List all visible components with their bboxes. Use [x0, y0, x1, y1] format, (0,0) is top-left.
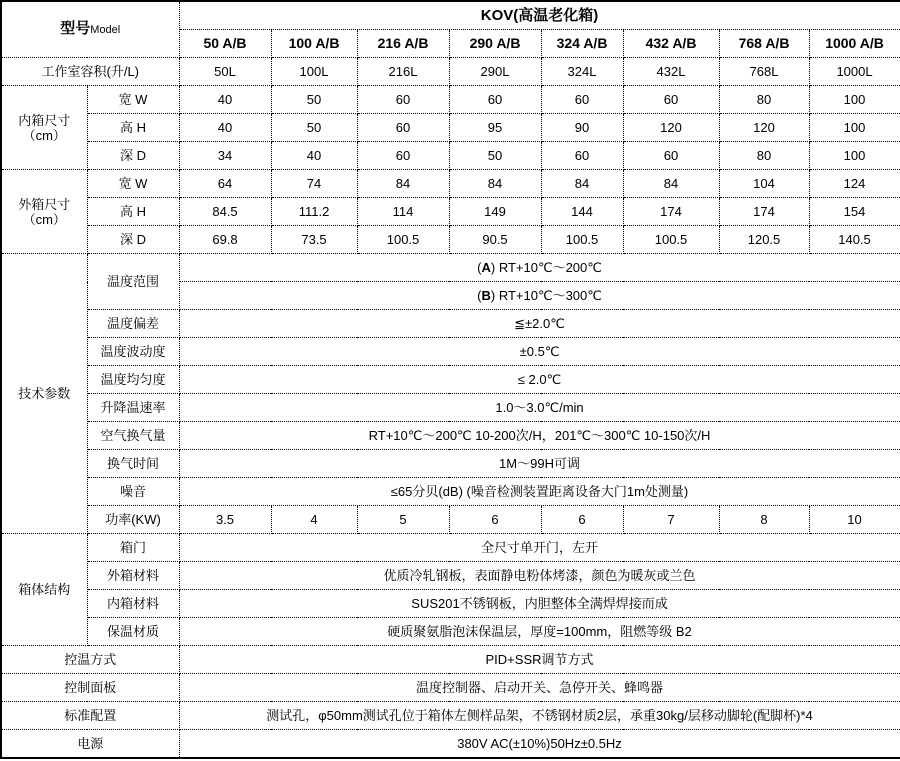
value-cell: 84.5 — [179, 198, 271, 226]
model-label-cn: 型号 — [60, 20, 91, 37]
misc-row — [1, 646, 900, 674]
tech-row — [1, 366, 900, 394]
value-cell: 90 — [541, 114, 623, 142]
value-cell: 144 — [541, 198, 623, 226]
value-cell: ≦±2.0℃ — [179, 310, 900, 338]
value-cell: 60 — [357, 114, 449, 142]
value-cell: 60 — [541, 86, 623, 114]
row-label: 电源 — [1, 730, 179, 759]
capacity-label: 工作室容积(升/L) — [1, 58, 179, 86]
row-label: 控制面板 — [1, 674, 179, 702]
row-label: 外箱材料 — [87, 562, 179, 590]
value-cell: 6 — [449, 506, 541, 534]
outer-height-row — [1, 198, 900, 226]
tech-row — [1, 450, 900, 478]
model-cell: 432 A/B — [623, 30, 719, 58]
value-cell: 全尺寸单开门，左开 — [179, 534, 900, 562]
row-label: 温度波动度 — [87, 338, 179, 366]
value-cell: 73.5 — [271, 226, 357, 254]
row-label: 箱门 — [87, 534, 179, 562]
capacity-value: 216L — [357, 58, 449, 86]
inner-size-label: 内箱尺寸 （cm） — [1, 86, 87, 170]
misc-row — [1, 674, 900, 702]
tech-row — [1, 394, 900, 422]
capacity-value: 324L — [541, 58, 623, 86]
outer-width-row — [1, 170, 900, 198]
row-label: 升降温速率 — [87, 394, 179, 422]
value-cell: ±0.5℃ — [179, 338, 900, 366]
value-cell: 1M～99H可调 — [179, 450, 900, 478]
row-label: 高 H — [87, 198, 179, 226]
tech-row — [1, 422, 900, 450]
capacity-value: 50L — [179, 58, 271, 86]
value-cell: 95 — [449, 114, 541, 142]
temp-range-a: (A) RT+10℃～200℃ — [179, 254, 900, 282]
model-cell: 324 A/B — [541, 30, 623, 58]
row-label: 宽 W — [87, 86, 179, 114]
value-cell: 10 — [809, 506, 900, 534]
structure-row — [1, 618, 900, 646]
value-cell: 120 — [623, 114, 719, 142]
tech-row — [1, 478, 900, 506]
model-cell: 1000 A/B — [809, 30, 900, 58]
inner-height-row — [1, 114, 900, 142]
value-cell: 69.8 — [179, 226, 271, 254]
value-cell: 60 — [623, 142, 719, 170]
value-cell: 120.5 — [719, 226, 809, 254]
value-cell: 60 — [541, 142, 623, 170]
value-cell: 100.5 — [623, 226, 719, 254]
capacity-value: 100L — [271, 58, 357, 86]
value-cell: 40 — [271, 142, 357, 170]
value-cell: 84 — [357, 170, 449, 198]
structure-row — [1, 562, 900, 590]
value-cell: 84 — [449, 170, 541, 198]
value-cell: RT+10℃～200℃ 10-200次/H，201℃～300℃ 10-150次/H — [179, 422, 900, 450]
row-label: 噪音 — [87, 478, 179, 506]
value-cell: 40 — [179, 86, 271, 114]
power-row — [1, 506, 900, 534]
row-label: 内箱材料 — [87, 590, 179, 618]
temp-range-a-row — [1, 254, 900, 282]
row-label: 标准配置 — [1, 702, 179, 730]
tech-row — [1, 338, 900, 366]
row-label: 宽 W — [87, 170, 179, 198]
outer-depth-row — [1, 226, 900, 254]
value-cell: 124 — [809, 170, 900, 198]
row-label: 温度偏差 — [87, 310, 179, 338]
value-cell: 174 — [623, 198, 719, 226]
model-cell: 50 A/B — [179, 30, 271, 58]
model-cell: 290 A/B — [449, 30, 541, 58]
header-row — [1, 1, 900, 30]
series-title: KOV(高温老化箱) — [179, 1, 900, 30]
value-cell: 7 — [623, 506, 719, 534]
row-label: 温度均匀度 — [87, 366, 179, 394]
model-cell: 768 A/B — [719, 30, 809, 58]
model-label-en: Model — [90, 24, 121, 36]
value-cell: 84 — [541, 170, 623, 198]
value-cell: 149 — [449, 198, 541, 226]
value-cell: 100 — [809, 86, 900, 114]
value-cell: 40 — [179, 114, 271, 142]
capacity-value: 290L — [449, 58, 541, 86]
value-cell: 6 — [541, 506, 623, 534]
value-cell: PID+SSR调节方式 — [179, 646, 900, 674]
value-cell: 4 — [271, 506, 357, 534]
inner-width-row — [1, 86, 900, 114]
value-cell: 80 — [719, 142, 809, 170]
row-label: 深 D — [87, 226, 179, 254]
structure-label: 箱体结构 — [1, 534, 87, 646]
tech-params-label: 技术参数 — [1, 254, 87, 534]
structure-row — [1, 534, 900, 562]
value-cell: 8 — [719, 506, 809, 534]
value-cell: 80 — [719, 86, 809, 114]
capacity-value: 1000L — [809, 58, 900, 86]
outer-size-label: 外箱尺寸 （cm） — [1, 170, 87, 254]
value-cell: 50 — [271, 86, 357, 114]
misc-row — [1, 702, 900, 730]
value-cell: 100 — [809, 142, 900, 170]
model-cell: 216 A/B — [357, 30, 449, 58]
row-label: 换气时间 — [87, 450, 179, 478]
value-cell: 60 — [623, 86, 719, 114]
row-label: 控温方式 — [1, 646, 179, 674]
capacity-value: 432L — [623, 58, 719, 86]
value-cell: 120 — [719, 114, 809, 142]
value-cell: 优质冷轧钢板，表面静电粉体烤漆，颜色为暖灰或兰色 — [179, 562, 900, 590]
value-cell: 1.0～3.0℃/min — [179, 394, 900, 422]
value-cell: 174 — [719, 198, 809, 226]
value-cell: 60 — [357, 86, 449, 114]
row-label: 功率(KW) — [87, 506, 179, 534]
temp-range-b: (B) RT+10℃～300℃ — [179, 282, 900, 310]
value-cell: 测试孔，φ50mm测试孔位于箱体左侧样品架，不锈钢材质2层，承重30kg/层移动脚轮(配脚杯)*4 — [179, 702, 900, 730]
value-cell: 硬质聚氨脂泡沫保温层，厚度=100mm，阻燃等级 B2 — [179, 618, 900, 646]
value-cell: 60 — [357, 142, 449, 170]
value-cell: 34 — [179, 142, 271, 170]
capacity-row — [1, 58, 900, 86]
tech-row — [1, 310, 900, 338]
value-cell: 154 — [809, 198, 900, 226]
value-cell: 114 — [357, 198, 449, 226]
inner-depth-row — [1, 142, 900, 170]
row-label: 保温材质 — [87, 618, 179, 646]
value-cell: 60 — [449, 86, 541, 114]
value-cell: 90.5 — [449, 226, 541, 254]
value-cell: 3.5 — [179, 506, 271, 534]
value-cell: 50 — [271, 114, 357, 142]
value-cell: 104 — [719, 170, 809, 198]
value-cell: SUS201不锈钢板，内胆整体全满焊焊接而成 — [179, 590, 900, 618]
model-cell: 100 A/B — [271, 30, 357, 58]
structure-row — [1, 590, 900, 618]
value-cell: 84 — [623, 170, 719, 198]
model-header-cell — [1, 1, 179, 58]
value-cell: ≤ 2.0℃ — [179, 366, 900, 394]
misc-row — [1, 730, 900, 759]
value-cell: 5 — [357, 506, 449, 534]
row-label: 高 H — [87, 114, 179, 142]
row-label: 空气换气量 — [87, 422, 179, 450]
value-cell: 100 — [809, 114, 900, 142]
value-cell: 380V AC(±10%)50Hz±0.5Hz — [179, 730, 900, 759]
capacity-value: 768L — [719, 58, 809, 86]
value-cell: 140.5 — [809, 226, 900, 254]
row-label: 温度范围 — [87, 254, 179, 310]
value-cell: ≤65分贝(dB) (噪音检测装置距离设备大门1m处测量) — [179, 478, 900, 506]
value-cell: 111.2 — [271, 198, 357, 226]
value-cell: 64 — [179, 170, 271, 198]
row-label: 深 D — [87, 142, 179, 170]
value-cell: 100.5 — [541, 226, 623, 254]
value-cell: 74 — [271, 170, 357, 198]
value-cell: 温度控制器、启动开关、急停开关、蜂鸣器 — [179, 674, 900, 702]
value-cell: 50 — [449, 142, 541, 170]
value-cell: 100.5 — [357, 226, 449, 254]
